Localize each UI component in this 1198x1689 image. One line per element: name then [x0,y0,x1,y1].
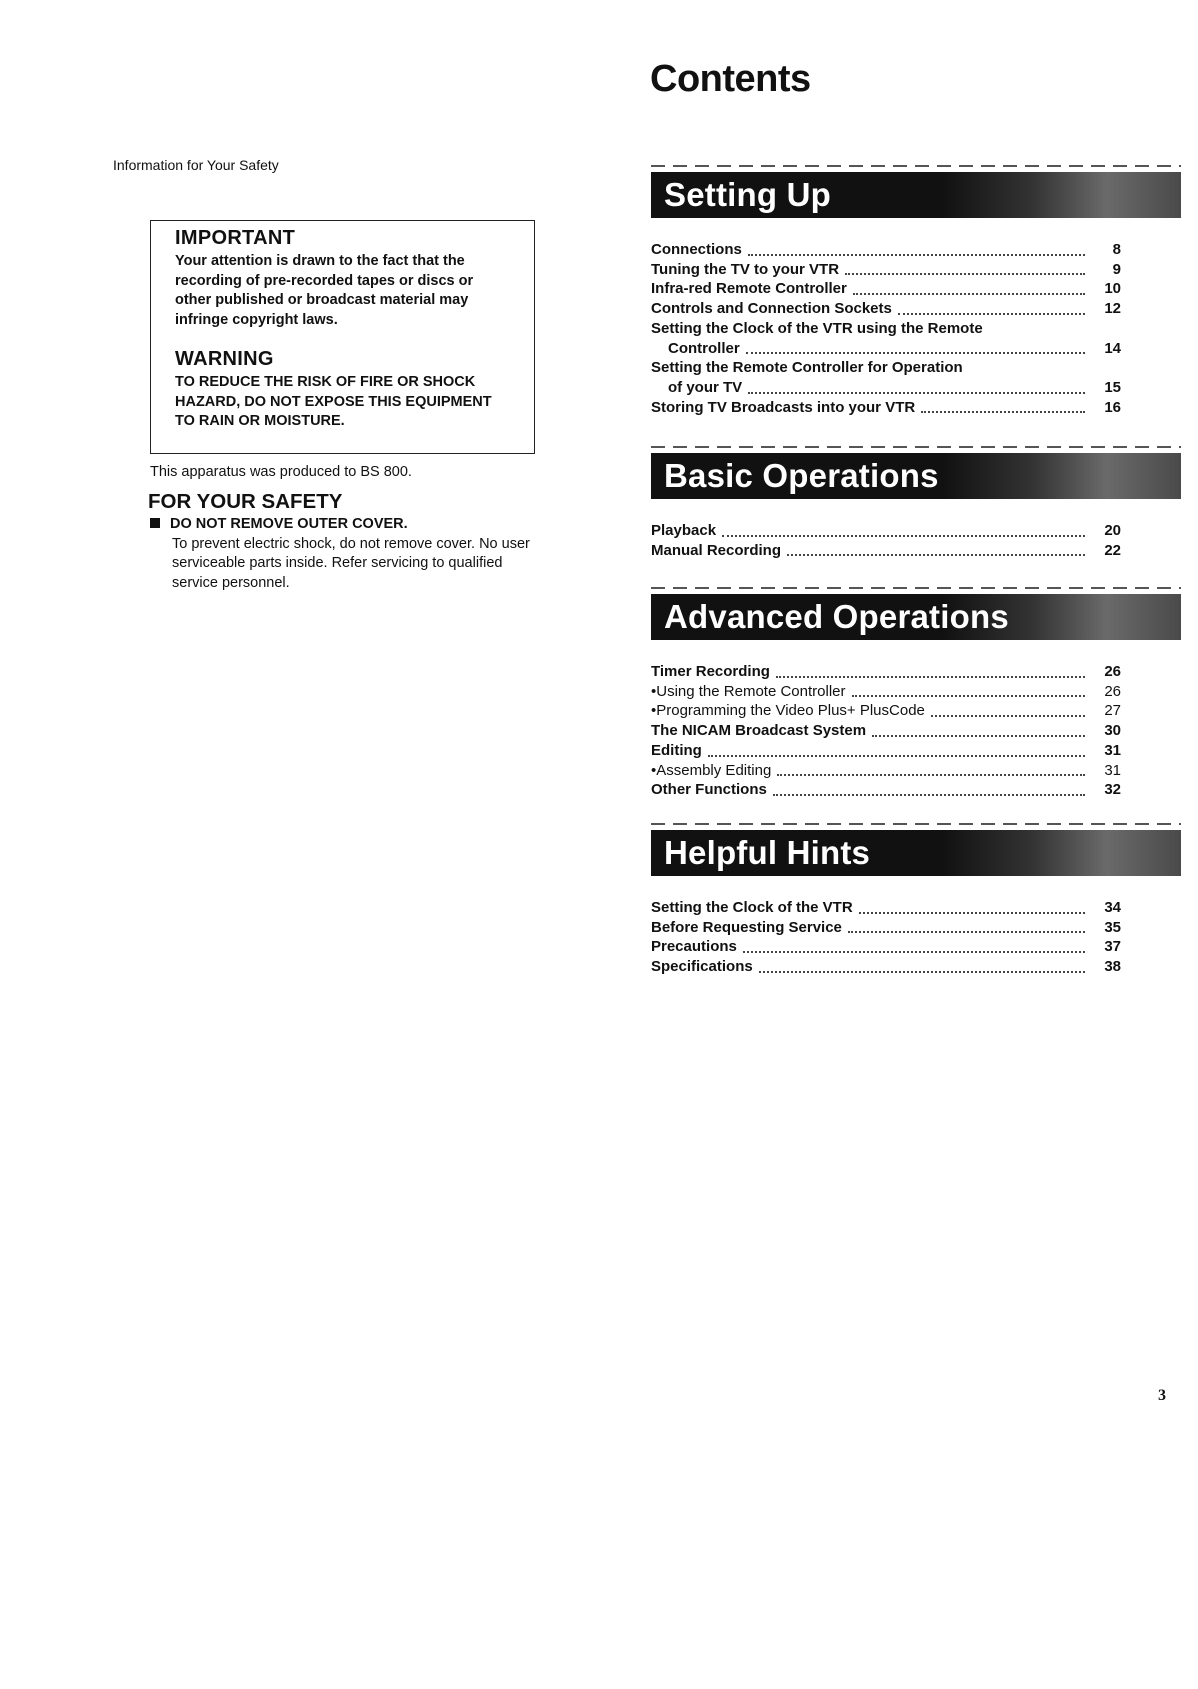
toc-entry[interactable] [651,780,1121,800]
dot-leader [845,273,1085,275]
toc-entry-label: Precautions [651,938,737,956]
dot-leader [776,676,1085,678]
toc-entry-page: 8 [1112,241,1121,258]
toc-entry-label: •Assembly Editing [651,761,772,779]
toc-entry-page: 37 [1104,938,1121,956]
toc-entry[interactable] [651,937,1121,957]
warning-heading: WARNING [175,348,274,370]
toc-entry-label: Manual Recording [651,541,782,559]
section-label: Information for Your Safety [113,157,279,173]
toc-entry[interactable] [651,741,1121,761]
notice-box [150,220,535,454]
toc-entry[interactable] [651,957,1121,977]
dot-leader [748,254,1085,256]
toc-entry-label: Editing [651,741,702,759]
toc-entry-label: The NICAM Broadcast System [651,722,867,740]
toc-list [651,898,1181,977]
dot-leader [872,735,1085,737]
toc-entry-page: 30 [1104,722,1121,740]
toc-entry-page: 10 [1104,280,1121,298]
toc-entry-page: 14 [1104,339,1121,357]
toc-list [651,662,1181,800]
toc-entry-page: 15 [1104,378,1121,396]
toc-entry-label-cont: Controller [668,339,740,357]
section-title: Advanced Operations [664,598,1009,635]
toc-entry[interactable] [651,701,1121,721]
toc-entry[interactable] [651,761,1121,781]
important-heading: IMPORTANT [175,227,296,249]
section-title: Helpful Hints [664,834,871,871]
safety-item-title: DO NOT REMOVE OUTER COVER. [170,516,408,532]
toc-list [651,240,1181,417]
toc-entry-label: •Using the Remote Controller [651,682,846,700]
toc-entry[interactable] [651,260,1121,280]
toc-entry[interactable] [651,721,1121,741]
toc-section-basic-operations [651,453,1181,560]
toc-entry-page: 16 [1104,398,1121,416]
dot-leader [787,554,1085,556]
toc-entry-label: Connections [651,241,742,258]
toc-section-advanced-operations [651,594,1181,800]
toc-entry-label: Setting the Clock of the VTR [651,899,853,916]
toc-entry-label: •Programming the Video Plus+ PlusCode [651,702,925,720]
dot-leader [921,411,1085,413]
toc-entry[interactable] [651,319,1121,358]
toc-entry-page: 38 [1104,958,1121,976]
toc-section-helpful-hints [651,830,1181,977]
toc-entry[interactable] [651,898,1121,918]
dot-leader [708,755,1085,757]
toc-entry-label: Controls and Connection Sockets [651,300,892,318]
toc-entry-page: 12 [1104,300,1121,318]
important-text: Your attention is drawn to the fact that the recording of pre-recorded tapes or discs or other published or broadcast material may infringe copyright laws. [175,253,474,328]
toc-entry[interactable] [651,918,1121,938]
square-bullet-icon [150,518,160,528]
dot-leader [759,971,1085,973]
toc-entry-page: 31 [1104,741,1121,759]
section-title: Basic Operations [664,457,939,494]
toc-list [651,521,1181,560]
dot-leader [859,912,1085,914]
toc-section-setting-up [651,172,1181,417]
toc-entry-label: Timer Recording [651,663,770,680]
toc-entry-page: 22 [1104,541,1121,559]
toc-entry[interactable] [651,662,1121,682]
toc-entry-page: 32 [1104,781,1121,799]
safety-item-text: To prevent electric shock, do not remove cover. No user serviceable parts inside. Refer servicing to qualified service personnel. [172,535,530,591]
toc-entry[interactable] [651,299,1121,319]
toc-entry-page: 20 [1104,522,1121,539]
toc-entry[interactable] [651,358,1121,397]
dot-leader [852,695,1085,697]
section-banner [651,830,1181,876]
dot-leader [853,293,1085,295]
section-banner [651,594,1181,640]
toc-entry-label: Before Requesting Service [651,918,842,936]
toc-entry-label: Setting the Clock of the VTR using the Remote [651,319,983,337]
toc-entry[interactable] [651,279,1121,299]
safety-heading: FOR YOUR SAFETY [148,490,343,513]
section-title: Setting Up [664,176,831,213]
toc-entry[interactable] [651,240,1121,260]
dot-leader [746,352,1085,354]
dot-leader [931,715,1085,717]
toc-entry-page: 26 [1104,663,1121,680]
toc-entry-page: 27 [1104,702,1121,720]
dot-leader [773,794,1085,796]
dot-leader [722,535,1085,537]
dot-leader [848,931,1085,933]
toc-entry-label: Storing TV Broadcasts into your VTR [651,398,916,416]
toc-entry-label: Infra-red Remote Controller [651,280,847,298]
section-banner [651,453,1181,499]
dot-leader [777,774,1085,776]
page-title: Contents [650,58,811,100]
toc-entry-page: 31 [1104,761,1121,779]
safety-item [150,515,530,593]
toc-entry-label: Setting the Remote Controller for Operation [651,359,963,377]
toc-entry-label: Specifications [651,958,753,976]
toc-entry-label-cont: of your TV [668,378,743,396]
bs-note: This apparatus was produced to BS 800. [150,464,412,480]
toc-entry-page: 26 [1104,682,1121,700]
toc-entry-page: 34 [1104,899,1121,916]
toc-entry-label: Playback [651,522,717,539]
toc-entry[interactable] [651,521,1121,541]
dot-leader [743,951,1085,953]
toc-entry[interactable] [651,541,1121,561]
dot-leader [898,313,1085,315]
page-number: 3 [1158,1387,1166,1404]
dot-leader [748,392,1085,394]
toc-entry-page: 9 [1112,260,1121,278]
toc-entry-label: Tuning the TV to your VTR [651,260,840,278]
toc-entry-page: 35 [1104,918,1121,936]
section-banner [651,172,1181,218]
toc-entry[interactable] [651,682,1121,702]
warning-text: TO REDUCE THE RISK OF FIRE OR SHOCK HAZARD, DO NOT EXPOSE THIS EQUIPMENT TO RAIN OR MOISTURE. [175,374,492,429]
toc-entry[interactable] [651,398,1121,418]
toc-entry-label: Other Functions [651,781,767,799]
